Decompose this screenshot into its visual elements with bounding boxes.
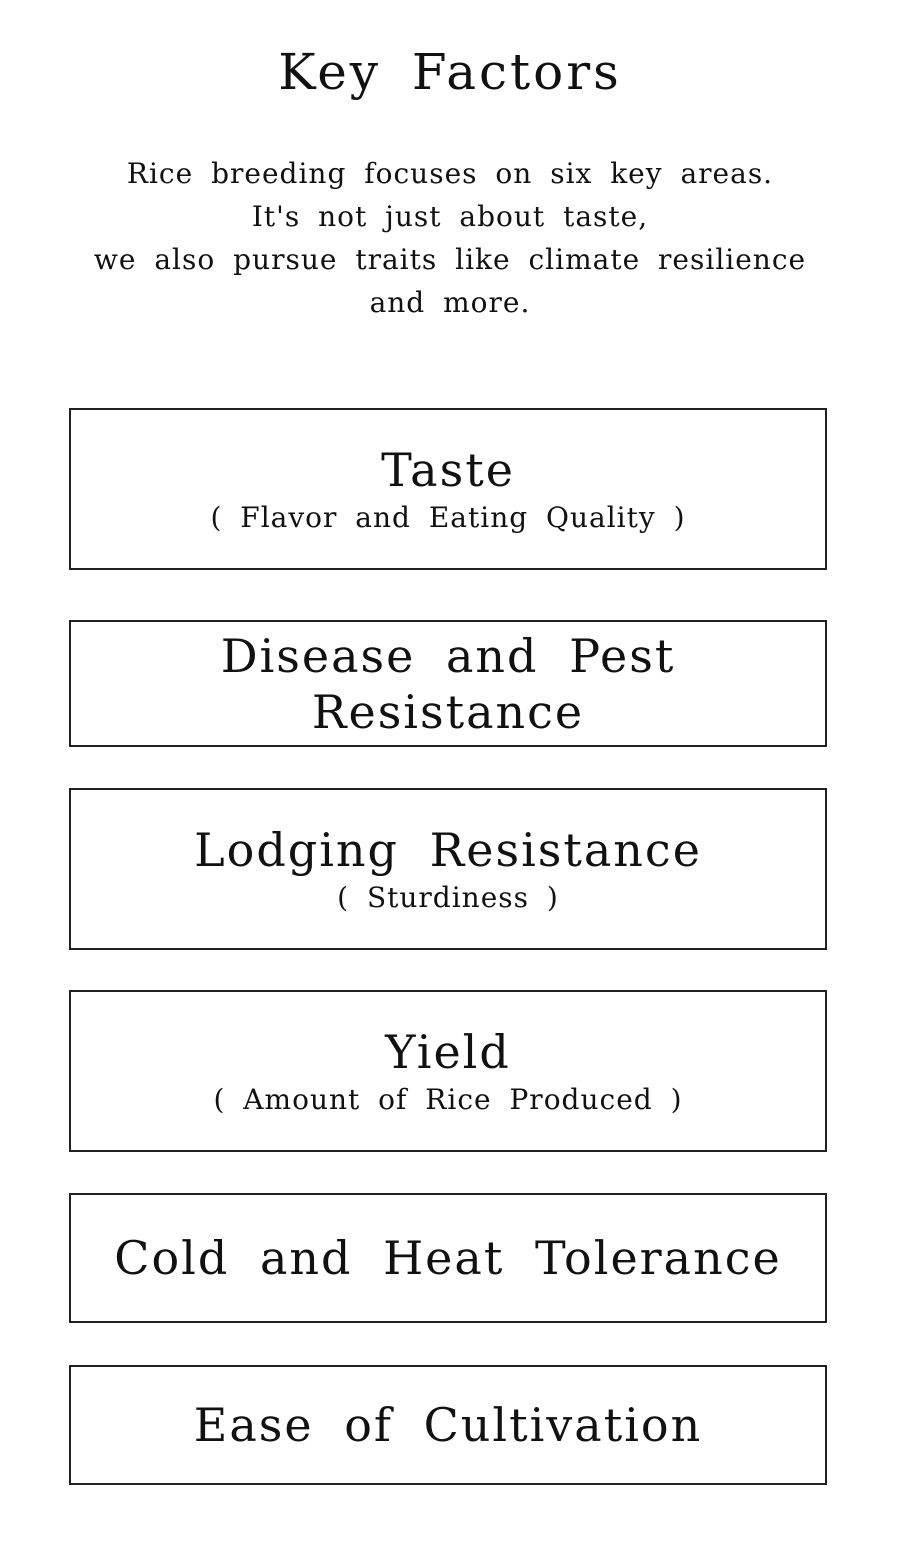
intro-line: and more. [369, 286, 531, 319]
factor-title: Disease and Pest Resistance [220, 628, 676, 739]
factor-box-ease-of-cultivation [69, 1365, 827, 1485]
factor-box-lodging-resistance [69, 788, 827, 950]
intro-line: we also pursue traits like climate resilience [93, 243, 807, 276]
factor-subtitle: ( Flavor and Eating Quality ) [210, 501, 686, 534]
page-title: Key Factors [278, 43, 622, 101]
intro-text [0, 152, 900, 324]
intro-line: Rice breeding focuses on six key areas. [126, 157, 774, 190]
factor-box-yield [69, 990, 827, 1152]
factor-subtitle: ( Amount of Rice Produced ) [213, 1083, 683, 1116]
factor-title: Ease of Cultivation [193, 1398, 703, 1452]
factor-box-taste [69, 408, 827, 570]
factor-subtitle: ( Sturdiness ) [337, 881, 559, 914]
factor-title: Lodging Resistance [194, 823, 702, 877]
factor-box-cold-heat-tolerance [69, 1193, 827, 1323]
intro-line: It's not just about taste, [251, 200, 649, 233]
factor-title: Yield [385, 1025, 511, 1079]
factor-title: Cold and Heat Tolerance [114, 1231, 782, 1285]
factor-title: Taste [381, 443, 515, 497]
factor-box-disease-pest-resistance [69, 620, 827, 747]
